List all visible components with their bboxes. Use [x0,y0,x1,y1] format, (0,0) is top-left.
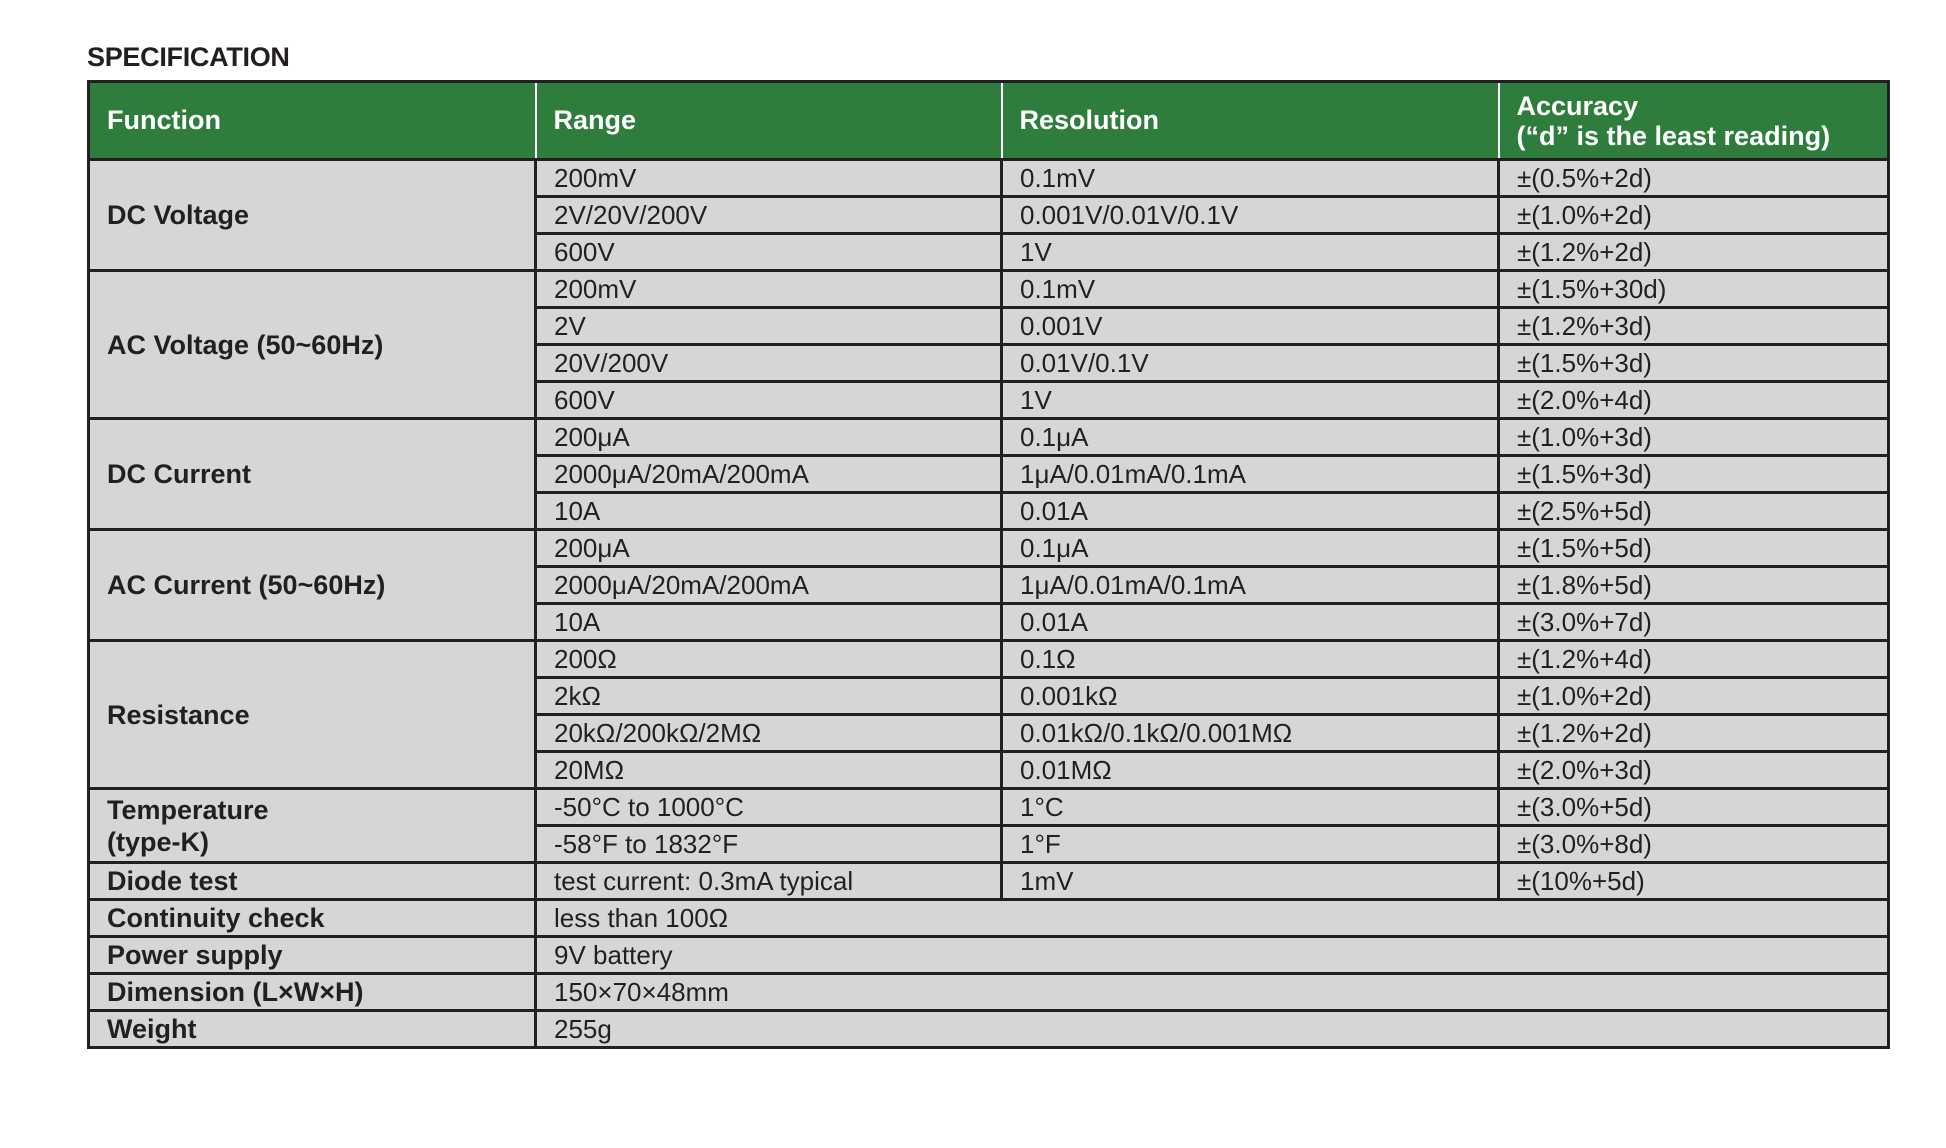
resolution-cell: 1μA/0.01mA/0.1mA [1002,567,1499,604]
range-cell: 20MΩ [536,752,1002,789]
table-row [89,641,1889,678]
accuracy-cell: ±(1.0%+3d) [1499,419,1889,456]
accuracy-cell: ±(1.2%+2d) [1499,715,1889,752]
range-cell: 200mV [536,160,1002,197]
range-cell: 2kΩ [536,678,1002,715]
resolution-cell: 0.001kΩ [1002,678,1499,715]
header-accuracy-note: (“d” is the least reading) [1516,120,1831,151]
range-cell: 600V [536,382,1002,419]
continuity-value: less than 100Ω [536,900,1889,937]
table-row [89,863,1889,900]
resolution-cell: 0.01A [1002,493,1499,530]
function-power-supply: Power supply [89,937,536,974]
accuracy-cell: ±(1.2%+3d) [1499,308,1889,345]
resolution-cell: 0.1μA [1002,419,1499,456]
range-cell: 2000μA/20mA/200mA [536,456,1002,493]
header-accuracy [1499,82,1889,160]
weight-value: 255g [536,1011,1889,1048]
accuracy-cell: ±(3.0%+5d) [1499,789,1889,826]
table-row [89,160,1889,197]
table-row [89,974,1889,1011]
resolution-cell: 0.01kΩ/0.1kΩ/0.001MΩ [1002,715,1499,752]
range-cell: test current: 0.3mA typical [536,863,1002,900]
table-row [89,271,1889,308]
range-cell: 10A [536,493,1002,530]
page-title: SPECIFICATION [87,42,290,72]
accuracy-cell: ±(1.0%+2d) [1499,678,1889,715]
accuracy-cell: ±(2.0%+3d) [1499,752,1889,789]
range-cell: 2V/20V/200V [536,197,1002,234]
resolution-cell: 0.01MΩ [1002,752,1499,789]
function-dimension: Dimension (L×W×H) [89,974,536,1011]
function-temperature-line1: Temperature [107,794,269,825]
table-row [89,789,1889,826]
resolution-cell: 1°C [1002,789,1499,826]
range-cell: -58°F to 1832°F [536,826,1002,863]
resolution-cell: 1V [1002,382,1499,419]
function-weight: Weight [89,1011,536,1048]
range-cell: 200mV [536,271,1002,308]
table-row [89,530,1889,567]
accuracy-cell: ±(1.2%+4d) [1499,641,1889,678]
range-cell: 20V/200V [536,345,1002,382]
resolution-cell: 0.1mV [1002,271,1499,308]
resolution-cell: 0.01A [1002,604,1499,641]
function-temperature-line2: (type-K) [107,826,209,857]
resolution-cell: 0.001V [1002,308,1499,345]
table-row [89,1011,1889,1048]
resolution-cell: 1V [1002,234,1499,271]
function-diode-test: Diode test [89,863,536,900]
range-cell: -50°C to 1000°C [536,789,1002,826]
resolution-cell: 0.01V/0.1V [1002,345,1499,382]
function-dc-voltage: DC Voltage [89,160,536,271]
table-row [89,900,1889,937]
header-accuracy-title: Accuracy [1516,90,1639,121]
accuracy-cell: ±(1.5%+3d) [1499,456,1889,493]
dimension-value: 150×70×48mm [536,974,1889,1011]
header-range: Range [536,82,1002,160]
range-cell: 600V [536,234,1002,271]
range-cell: 20kΩ/200kΩ/2MΩ [536,715,1002,752]
accuracy-cell: ±(3.0%+7d) [1499,604,1889,641]
resolution-cell: 0.1Ω [1002,641,1499,678]
function-temperature [89,789,536,863]
function-ac-voltage: AC Voltage (50~60Hz) [89,271,536,419]
table-row [89,937,1889,974]
accuracy-cell: ±(1.5%+5d) [1499,530,1889,567]
range-cell: 2V [536,308,1002,345]
resolution-cell: 1°F [1002,826,1499,863]
accuracy-cell: ±(0.5%+2d) [1499,160,1889,197]
range-cell: 2000μA/20mA/200mA [536,567,1002,604]
accuracy-cell: ±(1.2%+2d) [1499,234,1889,271]
header-function: Function [89,82,536,160]
specification-table [87,80,1890,1049]
power-supply-value: 9V battery [536,937,1889,974]
resolution-cell: 0.1μA [1002,530,1499,567]
header-resolution: Resolution [1002,82,1499,160]
function-resistance: Resistance [89,641,536,789]
accuracy-cell: ±(1.0%+2d) [1499,197,1889,234]
table-row [89,419,1889,456]
accuracy-cell: ±(1.5%+30d) [1499,271,1889,308]
range-cell: 200μA [536,530,1002,567]
table-header-row [89,82,1889,160]
function-dc-current: DC Current [89,419,536,530]
range-cell: 10A [536,604,1002,641]
accuracy-cell: ±(2.0%+4d) [1499,382,1889,419]
function-continuity-check: Continuity check [89,900,536,937]
accuracy-cell: ±(1.5%+3d) [1499,345,1889,382]
accuracy-cell: ±(3.0%+8d) [1499,826,1889,863]
resolution-cell: 1μA/0.01mA/0.1mA [1002,456,1499,493]
accuracy-cell: ±(1.8%+5d) [1499,567,1889,604]
resolution-cell: 0.001V/0.01V/0.1V [1002,197,1499,234]
range-cell: 200μA [536,419,1002,456]
accuracy-cell: ±(10%+5d) [1499,863,1889,900]
resolution-cell: 0.1mV [1002,160,1499,197]
function-ac-current: AC Current (50~60Hz) [89,530,536,641]
range-cell: 200Ω [536,641,1002,678]
resolution-cell: 1mV [1002,863,1499,900]
accuracy-cell: ±(2.5%+5d) [1499,493,1889,530]
